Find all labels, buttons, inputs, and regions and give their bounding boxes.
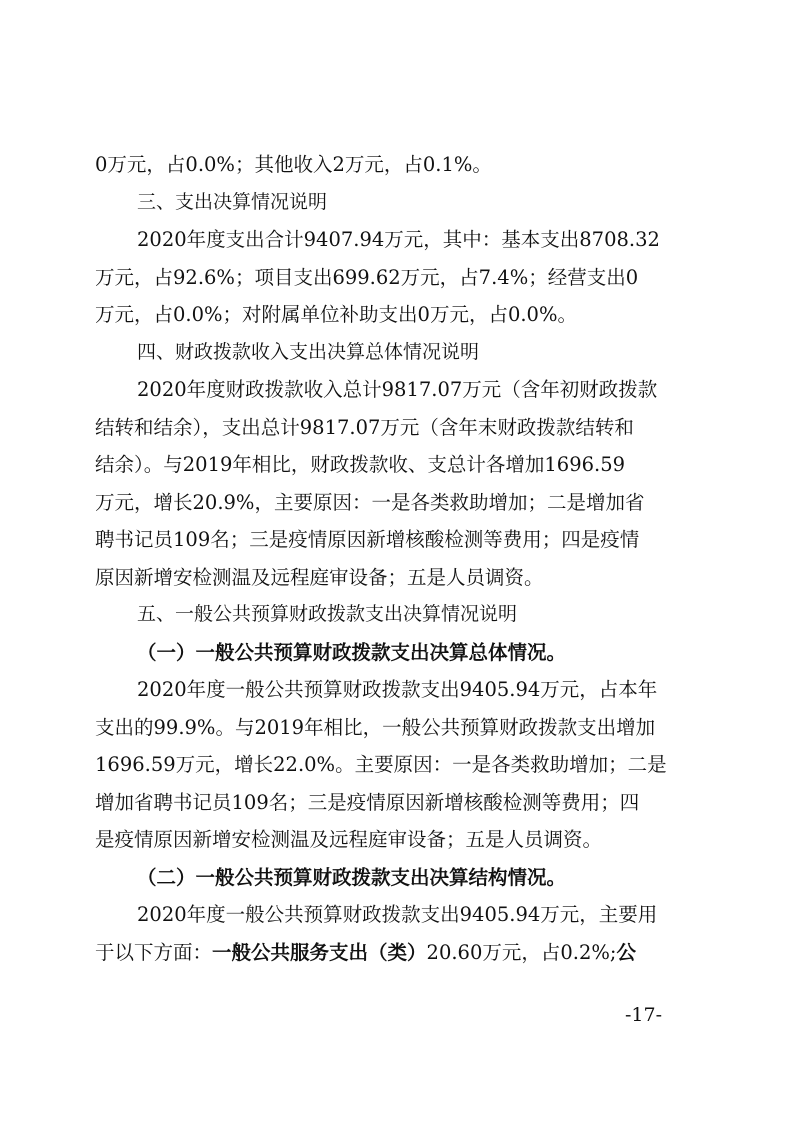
section-heading-3: 三、支出决算情况说明 <box>137 190 328 213</box>
paragraph-line: 支出的99.9%。与2019年相比，一般公共预算财政拨款支出增加 <box>95 715 656 739</box>
bold-category-label: 一般公共服务支出（类） <box>212 940 427 964</box>
paragraph-line: 2020年度支出合计9407.94万元，其中：基本支出8708.32 <box>137 228 660 251</box>
paragraph-line: 2020年度财政拨款收入总计9817.07万元（含年初财政拨款 <box>137 378 658 401</box>
paragraph-line: 结转和结余），支出总计9817.07万元（含年末财政拨款结转和 <box>95 415 634 439</box>
bold-text-run: 公 <box>616 940 636 964</box>
text-run: 于以下方面： <box>95 940 213 964</box>
paragraph-line: 原因新增安检测温及远程庭审设备；五是人员调资。 <box>95 565 544 589</box>
document-body <box>95 146 695 971</box>
paragraph-line: 万元，占0.0%；对附属单位补助支出0万元，占0.0%。 <box>95 303 577 326</box>
paragraph-line: 2020年度一般公共预算财政拨款支出9405.94万元，占本年 <box>137 678 658 701</box>
page-number: -17- <box>625 1004 663 1026</box>
paragraph-line-mixed <box>95 934 695 972</box>
text-run: 20.60万元，占0.2%; <box>426 940 617 964</box>
paragraph-line: 2020年度一般公共预算财政拨款支出9405.94万元，主要用 <box>137 903 658 926</box>
paragraph-line: 聘书记员109名；三是疫情原因新增核酸检测等费用；四是疫情 <box>95 528 640 551</box>
paragraph-line: 万元，占92.6%；项目支出699.62万元，占7.4%；经营支出0 <box>95 265 639 289</box>
paragraph-line: 1696.59万元，增长22.0%。主要原因：一是各类救助增加；二是 <box>95 753 667 776</box>
subsection-heading-5-2: （二）一般公共预算财政拨款支出决算结构情况。 <box>137 865 567 889</box>
paragraph-line: 0万元，占0.0%；其他收入2万元，占0.1%。 <box>95 153 492 176</box>
paragraph-line: 万元，增长20.9%，主要原因：一是各类救助增加；二是增加省 <box>95 490 645 514</box>
paragraph-line: 是疫情原因新增安检测温及远程庭审设备；五是人员调资。 <box>95 828 603 851</box>
paragraph-line: 增加省聘书记员109名；三是疫情原因新增核酸检测等费用；四 <box>95 790 640 814</box>
section-heading-4: 四、财政拨款收入支出决算总体情况说明 <box>137 340 480 363</box>
subsection-heading-5-1: （一）一般公共预算财政拨款支出决算总体情况。 <box>137 640 567 664</box>
section-heading-5: 五、一般公共预算财政拨款支出决算情况说明 <box>137 603 518 625</box>
paragraph-line: 结余）。与2019年相比，财政拨款收、支总计各增加1696.59 <box>95 453 626 476</box>
